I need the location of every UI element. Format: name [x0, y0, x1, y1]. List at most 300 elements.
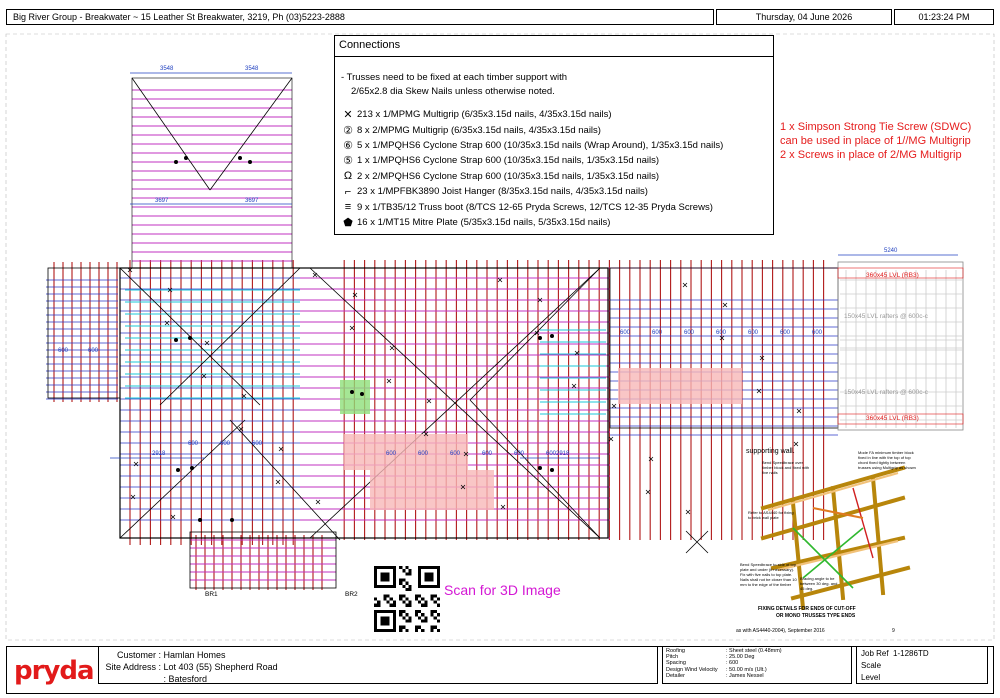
qr-cell	[409, 619, 412, 622]
dim-label: 3548	[245, 66, 259, 72]
spacing-label: 600	[88, 348, 99, 354]
qr-cell	[374, 616, 377, 619]
mitre-plate-marker	[184, 156, 188, 160]
qr-cell	[418, 569, 421, 572]
qr-cell	[393, 579, 396, 582]
screw-note	[780, 120, 971, 162]
spacing-label: 600	[780, 330, 791, 336]
qr-cell	[424, 604, 427, 607]
spacing-label: 600	[684, 330, 695, 336]
connection-item	[335, 153, 773, 168]
qr-cell	[380, 629, 383, 632]
qr-cell	[424, 566, 427, 569]
qr-cell	[390, 629, 393, 632]
scale-label: Scale	[861, 661, 882, 670]
qr-cell	[374, 623, 377, 626]
connection-text: 23 x 1/MPFBK3890 Joist Hanger (8/35x3.15d nails, 4/35x3.15d nails)	[357, 186, 648, 198]
qr-cell	[399, 629, 402, 632]
scan-3d-label: Scan for 3D Image	[444, 582, 561, 598]
connection-text: 5 x 1/MPQHS6 Cyclone Strap 600 (10/35x3.15d nails (Wrap Around), 1/35x3.15d nails)	[357, 139, 724, 151]
qr-cell	[399, 582, 402, 585]
qr-cell	[393, 619, 396, 622]
spacing-label: 600	[812, 330, 823, 336]
qr-cell	[402, 594, 405, 597]
qr-cell	[393, 610, 396, 613]
connection-text: 213 x 1/MPMG Multigrip (6/35x3.15d nails, 4/35x3.15d nails)	[357, 109, 612, 121]
connection-symbol-icon: ②	[343, 124, 353, 137]
qr-cell	[383, 585, 386, 588]
mitre-plate-marker	[174, 338, 178, 342]
qr-cell	[405, 597, 408, 600]
specs-block	[662, 646, 852, 684]
qr-cell	[418, 582, 421, 585]
qr-cell	[377, 566, 380, 569]
connection-item	[335, 122, 773, 137]
qr-cell	[374, 579, 377, 582]
qr-cell	[377, 601, 380, 604]
qr-cell	[387, 610, 390, 613]
connection-symbol-icon: Ω	[343, 170, 353, 183]
mitre-plate-marker	[188, 336, 192, 340]
qr-cell	[374, 604, 377, 607]
qr-cell	[374, 575, 377, 578]
connection-text: 16 x 1/MT15 Mitre Plate (5/35x3.15d nails, 5/35x3.15d nails)	[357, 216, 611, 228]
qr-cell	[437, 613, 440, 616]
connection-symbol-icon: ✕	[343, 109, 353, 122]
spec-row	[666, 673, 848, 679]
mitre-plate-marker	[350, 390, 354, 394]
qr-cell	[393, 566, 396, 569]
lvl-label-top: 360x45 LVL (RB3)	[866, 272, 919, 279]
qr-cell	[390, 585, 393, 588]
connections-panel	[334, 35, 774, 235]
rafter-label-1: 150x45 LVL rafters @ 600c-c	[844, 313, 928, 320]
qr-cell	[390, 566, 393, 569]
br-label-2: BR2	[345, 591, 358, 598]
qr-cell	[418, 566, 421, 569]
site-address-value: Lot 403 (55) Shepherd Road	[163, 662, 278, 672]
connection-symbol-icon: ⑥	[343, 139, 353, 152]
connections-title: Connections	[335, 36, 773, 57]
qr-cell	[434, 626, 437, 629]
qr-cell	[431, 572, 434, 575]
qr-cell	[437, 579, 440, 582]
fixing-title-1: FIXING DETAILS FOR ENDS OF CUT-OFF	[758, 606, 856, 612]
qr-cell	[374, 572, 377, 575]
qr-cell	[434, 585, 437, 588]
qr-cell	[380, 566, 383, 569]
pryda-logo: pryda	[14, 656, 94, 686]
spacing-label: 600	[418, 451, 429, 457]
qr-cell	[415, 626, 418, 629]
spec-value: : 50.00 m/s (Ult.)	[726, 666, 767, 673]
spacing-label: 600	[386, 451, 397, 457]
qr-cell	[409, 588, 412, 591]
qr-cell	[399, 594, 402, 597]
qr-cell	[431, 575, 434, 578]
fixing-standard-note: as with AS4440-2004), September 2016	[736, 628, 825, 634]
qr-cell	[383, 579, 386, 582]
connection-text: 9 x 1/TB35/12 Truss boot (8/TCS 12-65 Pryda Screws, 12/TCS 12-35 Pryda Screws)	[357, 201, 713, 213]
qr-code[interactable]	[374, 566, 440, 632]
spec-value: : 600	[726, 660, 739, 667]
qr-cell	[393, 629, 396, 632]
connections-note	[335, 57, 773, 101]
qr-cell	[437, 575, 440, 578]
qr-cell	[434, 601, 437, 604]
qr-cell	[383, 623, 386, 626]
qr-cell	[383, 566, 386, 569]
qr-cell	[380, 610, 383, 613]
qr-cell	[409, 585, 412, 588]
spacing-label: 600	[252, 441, 263, 447]
qr-cell	[431, 566, 434, 569]
spacing-label: 600	[450, 451, 461, 457]
dim-label: 2918	[556, 451, 570, 457]
qr-cell	[399, 566, 402, 569]
qr-cell	[377, 629, 380, 632]
screw-note-line: can be used in place of 1//MG Multigrip	[780, 135, 971, 147]
qr-cell	[437, 619, 440, 622]
dim-label: 2918	[152, 451, 166, 457]
connection-symbol-icon: ⬟	[343, 216, 353, 229]
qr-cell	[399, 579, 402, 582]
qr-cell	[390, 610, 393, 613]
spacing-label: 600	[482, 451, 493, 457]
connection-item	[335, 138, 773, 153]
qr-cell	[383, 619, 386, 622]
qr-cell	[427, 575, 430, 578]
note-line-1: - Trusses need to be fixed at each timber support with	[341, 72, 568, 83]
qr-cell	[399, 613, 402, 616]
qr-cell	[437, 597, 440, 600]
qr-cell	[374, 569, 377, 572]
qr-cell	[387, 601, 390, 604]
qr-cell	[405, 588, 408, 591]
qr-cell	[402, 579, 405, 582]
qr-cell	[431, 579, 434, 582]
qr-cell	[374, 566, 377, 569]
qr-cell	[424, 616, 427, 619]
qr-cell	[383, 572, 386, 575]
dim-label: 3697	[245, 198, 259, 204]
dim-label: 5240	[884, 248, 898, 254]
qr-cell	[387, 616, 390, 619]
connection-item	[335, 184, 773, 199]
qr-cell	[380, 579, 383, 582]
time-text: 01:23:24 PM	[918, 12, 970, 22]
qr-cell	[387, 619, 390, 622]
qr-cell	[374, 585, 377, 588]
qr-cell	[431, 610, 434, 613]
br-label-1: BR1	[205, 591, 218, 598]
qr-cell	[393, 616, 396, 619]
qr-cell	[393, 569, 396, 572]
date-text: Thursday, 04 June 2026	[755, 12, 853, 22]
lvl-label-bottom: 360x45 LVL (RB3)	[866, 415, 919, 422]
qr-cell	[380, 572, 383, 575]
qr-cell	[437, 604, 440, 607]
spec-key: Pitch	[666, 654, 679, 661]
supporting-wall-label: supporting wall.	[746, 448, 795, 455]
qr-cell	[399, 597, 402, 600]
qr-cell	[427, 579, 430, 582]
qr-cell	[421, 566, 424, 569]
connection-item	[335, 169, 773, 184]
qr-cell	[383, 575, 386, 578]
qr-cell	[377, 610, 380, 613]
mitre-plate-marker	[198, 518, 202, 522]
spacing-label: 600	[546, 451, 557, 457]
qr-cell	[387, 566, 390, 569]
qr-cell	[424, 585, 427, 588]
qr-cell	[387, 572, 390, 575]
qr-cell	[374, 626, 377, 629]
qr-cell	[374, 597, 377, 600]
qr-cell	[427, 572, 430, 575]
qr-cell	[374, 610, 377, 613]
qr-cell	[431, 594, 434, 597]
qr-cell	[431, 629, 434, 632]
mitre-plate-marker	[238, 156, 242, 160]
qr-cell	[415, 597, 418, 600]
qr-cell	[421, 604, 424, 607]
qr-cell	[387, 623, 390, 626]
spec-value: : James Nessel	[726, 672, 764, 679]
spacing-label: 600	[514, 451, 525, 457]
connection-symbol-icon: ≡	[344, 201, 352, 214]
fixing-note-e: Mode FA minimum timber block fixed in line with the top of top chord fixed tightly between trusses using Multigrip as shown	[858, 450, 916, 470]
qr-cell	[427, 585, 430, 588]
qr-cell	[405, 629, 408, 632]
mitre-plate-marker	[538, 336, 542, 340]
connection-text: 8 x 2/MPMG Multigrip (6/35x3.15d nails, 4/35x3.15d nails)	[357, 124, 601, 136]
mitre-plate-marker	[360, 392, 364, 396]
qr-cell	[402, 569, 405, 572]
qr-cell	[380, 616, 383, 619]
qr-cell	[374, 582, 377, 585]
qr-cell	[434, 594, 437, 597]
site-address-suburb: : Batesford	[163, 674, 208, 684]
spacing-label: 600	[652, 330, 663, 336]
qr-cell	[437, 585, 440, 588]
mitre-plate-marker	[174, 160, 178, 164]
qr-cell	[402, 610, 405, 613]
qr-cell	[424, 601, 427, 604]
mitre-plate-marker	[538, 466, 542, 470]
qr-cell	[431, 613, 434, 616]
mitre-plate-marker	[176, 468, 180, 472]
dim-label: 3697	[155, 198, 169, 204]
connections-list	[335, 107, 773, 230]
fixing-note-b: Refer to AS4440 for fixing to brick wall plate	[748, 510, 794, 520]
qr-cell	[437, 572, 440, 575]
qr-cell	[402, 585, 405, 588]
qr-cell	[418, 575, 421, 578]
qr-cell	[418, 585, 421, 588]
screw-note-line: 2 x Screws in place of 2/MG Multigrip	[780, 149, 962, 161]
fixing-figure-number: 9	[892, 628, 895, 634]
qr-cell	[431, 626, 434, 629]
qr-cell	[409, 616, 412, 619]
qr-cell	[377, 604, 380, 607]
qr-cell	[393, 572, 396, 575]
spacing-label: 600	[58, 348, 69, 354]
mitre-plate-marker	[550, 468, 554, 472]
screw-note-line: 1 x Simpson Strong Tie Screw (SDWC)	[780, 121, 972, 133]
mitre-plate-marker	[550, 334, 554, 338]
qr-cell	[409, 601, 412, 604]
spacing-label: 600	[716, 330, 727, 336]
qr-cell	[405, 582, 408, 585]
qr-cell	[399, 626, 402, 629]
qr-cell	[393, 582, 396, 585]
qr-cell	[390, 604, 393, 607]
qr-cell	[387, 585, 390, 588]
qr-cell	[427, 566, 430, 569]
qr-cell	[437, 582, 440, 585]
rafter-label-2: 150x45 LVL rafters @ 600c-c	[844, 389, 928, 396]
connection-symbol-icon: ⌐	[344, 185, 352, 198]
qr-cell	[393, 623, 396, 626]
qr-cell	[405, 566, 408, 569]
qr-cell	[383, 616, 386, 619]
qr-cell	[409, 604, 412, 607]
spec-value: : 25.00 Deg	[726, 654, 755, 661]
spec-key: Roofing	[666, 648, 685, 654]
qr-cell	[387, 629, 390, 632]
fixing-note-c: Bend Speedbrace to side of top plate and under (if necessary). Fix with five nails to top plate. Nails shall not be closer than 10 mm to the edge of the timber	[740, 562, 797, 587]
qr-cell	[380, 585, 383, 588]
company-text: Big River Group - Breakwater ~ 15 Leather St Breakwater, 3219, Ph (03)5223-2888	[13, 12, 345, 22]
qr-cell	[418, 610, 421, 613]
qr-cell	[377, 585, 380, 588]
qr-cell	[434, 566, 437, 569]
qr-cell	[383, 610, 386, 613]
qr-cell	[393, 601, 396, 604]
qr-cell	[409, 569, 412, 572]
qr-cell	[421, 613, 424, 616]
qr-cell	[380, 623, 383, 626]
qr-cell	[402, 616, 405, 619]
connection-text: 2 x 2/MPQHS6 Cyclone Strap 600 (10/35x3.15d nails, 1/35x3.15d nails)	[357, 170, 660, 182]
connection-symbol-icon: ⑤	[343, 155, 353, 168]
qr-cell	[421, 585, 424, 588]
qr-cell	[380, 619, 383, 622]
qr-cell	[437, 566, 440, 569]
qr-cell	[431, 585, 434, 588]
qr-cell	[399, 610, 402, 613]
qr-cell	[405, 604, 408, 607]
qr-cell	[390, 597, 393, 600]
qr-cell	[393, 585, 396, 588]
qr-cell	[431, 597, 434, 600]
spec-key: Spacing	[666, 660, 686, 667]
qr-cell	[374, 619, 377, 622]
qr-cell	[405, 619, 408, 622]
spec-key: Detailer	[666, 672, 685, 679]
qr-cell	[387, 594, 390, 597]
fixing-title	[758, 606, 856, 620]
connection-item	[335, 199, 773, 214]
qr-cell	[374, 613, 377, 616]
qr-cell	[418, 626, 421, 629]
spacing-label: 600	[748, 330, 759, 336]
qr-cell	[383, 594, 386, 597]
qr-cell	[380, 575, 383, 578]
qr-cell	[402, 601, 405, 604]
fixing-title-2: OR MONO TRUSSES TYPE ENDS	[776, 613, 856, 619]
qr-cell	[387, 575, 390, 578]
job-ref-value: 1-1286TD	[893, 649, 929, 658]
qr-cell	[418, 579, 421, 582]
spec-value: : Sheet steel (0.48mm)	[726, 648, 782, 654]
level-label: Level	[861, 673, 881, 682]
site-address-label: Site Address :	[105, 662, 161, 672]
qr-cell	[421, 629, 424, 632]
qr-cell	[415, 613, 418, 616]
fixing-note-a: Bend Speedbrace over timber block and fixed with five nails	[762, 460, 810, 475]
qr-cell	[434, 610, 437, 613]
customer-label: Customer :	[116, 650, 161, 660]
spacing-label: 600	[188, 441, 199, 447]
qr-cell	[405, 613, 408, 616]
qr-cell	[424, 575, 427, 578]
qr-cell	[393, 626, 396, 629]
qr-cell	[415, 594, 418, 597]
spec-key: Design Wind Velocity	[666, 666, 718, 673]
customer-block	[98, 646, 658, 684]
spacing-label: 600	[620, 330, 631, 336]
qr-cell	[393, 613, 396, 616]
qr-cell	[409, 572, 412, 575]
qr-cell	[418, 616, 421, 619]
qr-cell	[418, 572, 421, 575]
qr-cell	[424, 579, 427, 582]
qr-cell	[402, 626, 405, 629]
mitre-plate-marker	[230, 518, 234, 522]
qr-cell	[383, 597, 386, 600]
connection-item	[335, 215, 773, 230]
qr-cell	[415, 610, 418, 613]
qr-cell	[418, 601, 421, 604]
mitre-plate-marker	[190, 466, 194, 470]
qr-cell	[374, 629, 377, 632]
note-line-2: 2/65x2.8 dia Skew Nails unless otherwise noted.	[351, 86, 555, 97]
customer-value: Hamlan Homes	[163, 650, 226, 660]
connection-text: 1 x 1/MPQHS6 Cyclone Strap 600 (10/35x3.15d nails, 1/35x3.15d nails)	[357, 155, 660, 167]
qr-cell	[421, 619, 424, 622]
qr-cell	[437, 569, 440, 572]
qr-cell	[424, 619, 427, 622]
qr-cell	[418, 594, 421, 597]
qr-cell	[437, 629, 440, 632]
qr-cell	[434, 616, 437, 619]
qr-cell	[393, 575, 396, 578]
fixing-note-d: Bracing angle to be between 30 deg. and 45 deg.	[800, 576, 838, 591]
job-ref-label: Job Ref	[861, 649, 889, 658]
mitre-plate-marker	[248, 160, 252, 164]
connection-item	[335, 107, 773, 122]
dim-label: 3548	[160, 66, 174, 72]
spacing-label: 600	[220, 441, 231, 447]
qr-cell	[393, 604, 396, 607]
qr-cell	[415, 629, 418, 632]
qr-cell	[424, 572, 427, 575]
qr-cell	[421, 597, 424, 600]
job-block	[856, 646, 988, 684]
qr-cell	[387, 579, 390, 582]
